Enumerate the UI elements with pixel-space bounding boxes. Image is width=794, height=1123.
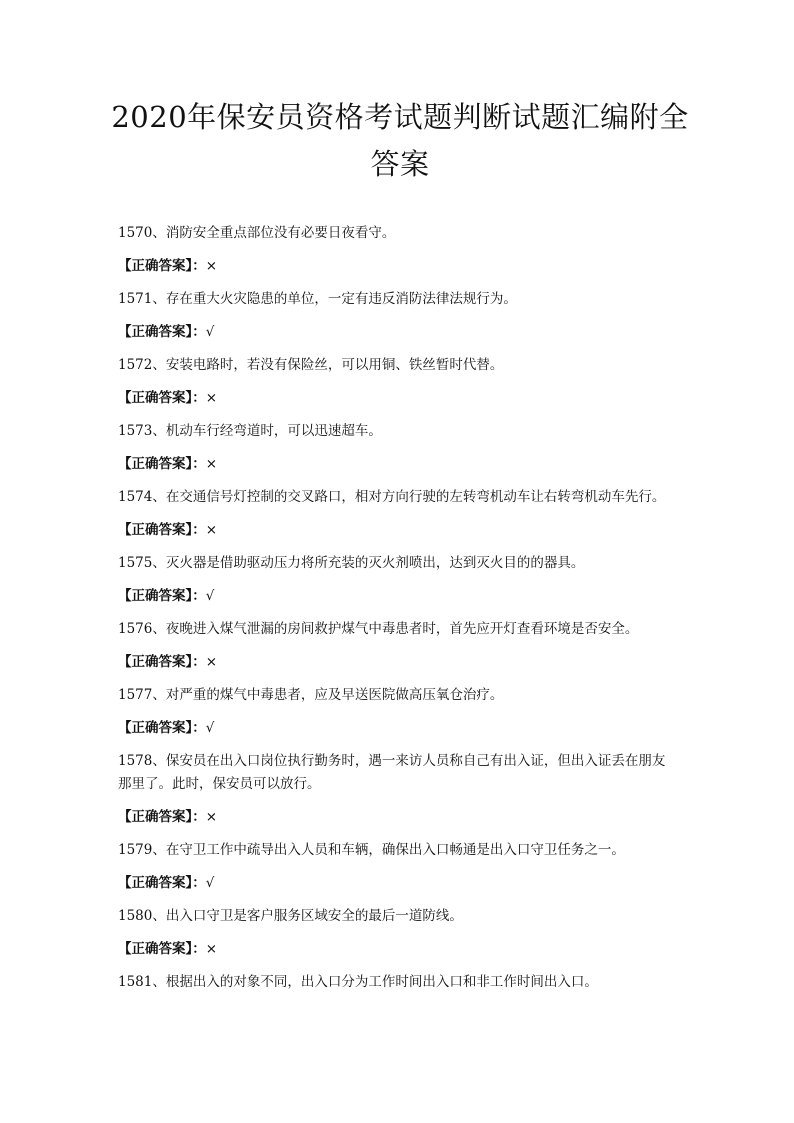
answer-label: 【正确答案】： [118, 875, 206, 891]
answer-1580 [118, 938, 678, 961]
answer-value: √ [205, 875, 215, 891]
answer-value: × [205, 522, 218, 538]
answer-1579 [118, 872, 678, 895]
answer-value: × [205, 258, 218, 274]
answer-1578 [118, 806, 678, 829]
answer-label: 【正确答案】： [118, 588, 206, 604]
question-1579: 1579、在守卫工作中疏导出入人员和车辆，确保出入口畅通是出入口守卫任务之一。 [118, 842, 625, 858]
answer-value: × [205, 941, 218, 957]
answer-label: 【正确答案】： [118, 456, 206, 472]
answer-label: 【正确答案】： [118, 720, 206, 736]
answer-value: × [205, 809, 218, 825]
answer-value: × [205, 390, 218, 406]
answer-1574 [118, 519, 678, 542]
question-1580: 1580、出入口守卫是客户服务区域安全的最后一道防线。 [118, 908, 463, 924]
answer-label: 【正确答案】： [118, 941, 206, 957]
answer-1570 [118, 255, 678, 278]
question-1572: 1572、安装电路时，若没有保险丝，可以用铜、铁丝暂时代替。 [118, 357, 504, 373]
question-1574: 1574、在交通信号灯控制的交叉路口，相对方向行驶的左转弯机动车让右转弯机动车先行。 [118, 489, 666, 505]
answer-value: × [205, 654, 218, 670]
question-1570: 1570、消防安全重点部位没有必要日夜看守。 [118, 225, 396, 241]
answer-label: 【正确答案】： [118, 522, 206, 538]
question-1571: 1571、存在重大火灾隐患的单位，一定有违反消防法律法规行为。 [118, 291, 517, 307]
answer-label: 【正确答案】： [118, 654, 206, 670]
question-list [118, 222, 678, 1004]
question-1573: 1573、机动车行经弯道时，可以迅速超车。 [118, 423, 382, 439]
answer-value: √ [205, 588, 215, 604]
answer-1571 [118, 321, 678, 344]
answer-1572 [118, 387, 678, 410]
answer-1573 [118, 453, 678, 476]
answer-value: × [205, 456, 218, 472]
answer-label: 【正确答案】： [118, 324, 206, 340]
answer-label: 【正确答案】： [118, 390, 206, 406]
question-1575: 1575、灭火器是借助驱动压力将所充装的灭火剂喷出，达到灭火目的的器具。 [118, 555, 585, 571]
answer-1576 [118, 651, 678, 674]
answer-value: √ [205, 324, 215, 340]
document-title: 2020年保安员资格考试题判断试题汇编附全答案 [111, 100, 689, 181]
question-1577: 1577、对严重的煤气中毒患者，应及早送医院做高压氧仓治疗。 [118, 687, 504, 703]
question-1576: 1576、夜晚进入煤气泄漏的房间救护煤气中毒患者时，首先应开灯查看环境是否安全。 [118, 621, 639, 637]
answer-label: 【正确答案】： [118, 809, 206, 825]
answer-value: √ [205, 720, 215, 736]
question-1581: 1581、根据出入的对象不同，出入口分为工作时间出入口和非工作时间出入口。 [118, 974, 598, 990]
answer-1577 [118, 717, 678, 740]
question-1578: 1578、保安员在出入口岗位执行勤务时，遇一来访人员称自己有出入证，但出入证丢在朋友那里了。此时，保安员可以放行。 [118, 753, 666, 792]
answer-label: 【正确答案】： [118, 258, 206, 274]
answer-1575 [118, 585, 678, 608]
